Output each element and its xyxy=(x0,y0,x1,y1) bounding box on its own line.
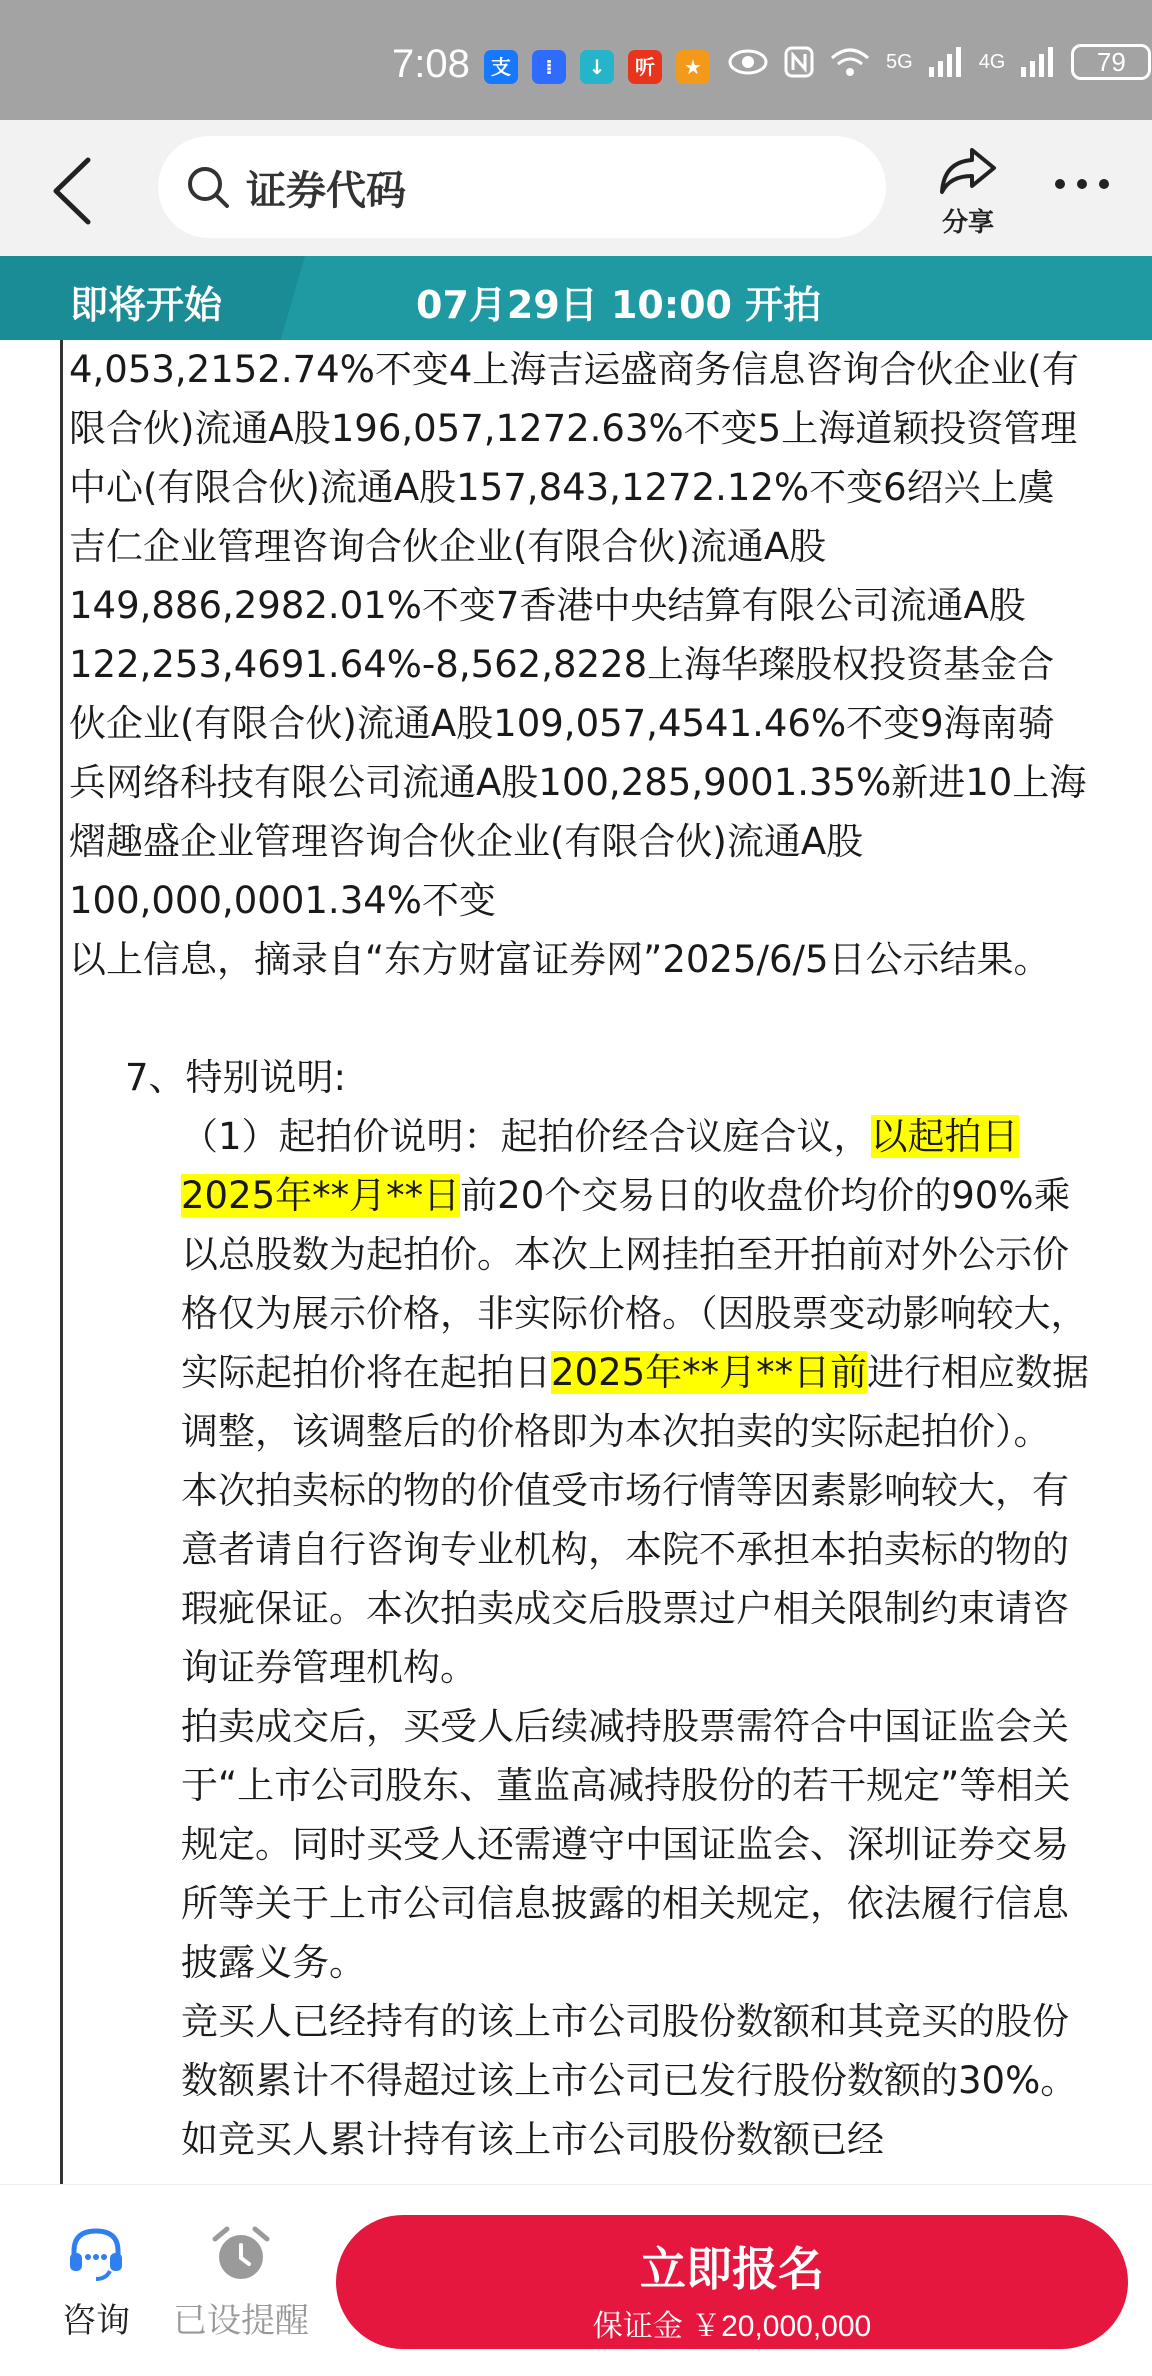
signal-icon xyxy=(929,47,963,77)
highlight-date: 以起拍日2025年**月**日 xyxy=(181,1115,1019,1217)
deposit-amount: 保证金 ￥20,000,000 xyxy=(592,2310,872,2343)
search-placeholder: 证券代码 xyxy=(246,167,406,214)
nfc-icon xyxy=(784,46,814,78)
battery-icon: 79 xyxy=(1071,44,1151,80)
shareholding-limit-paragraph: 竞买人已经持有的该上市公司股份数额和其竞买的股份数额累计不得超过该上市公司已发行股份数额的30%。如竞买人累计持有该上市公司股份数额已经 xyxy=(181,2000,1078,2161)
chevron-left-icon xyxy=(46,156,106,226)
listen-app-icon: 听 xyxy=(628,50,662,84)
search-icon xyxy=(186,165,230,209)
auction-start-time: 07月29日 10:00 开拍 xyxy=(416,283,822,327)
status-app-icons xyxy=(484,50,710,84)
alipay-icon: 支 xyxy=(484,50,518,84)
announcement-content xyxy=(60,340,1090,2184)
signup-label: 立即报名 xyxy=(640,2242,824,2296)
shareholder-text: 4,053,2152.74%不变4上海吉运盛商务信息咨询合伙企业(有限合伙)流通A股196,057,1272.63%不变5上海道颖投资管理中心(有限合伙)流通A股157,843,1272.12%不变6绍兴上虞吉仁企业管理咨询合伙企业(有限合伙)流通A股149,886,2982.01%不变7香港中央结算有限公司流通A股122,253,4691.64%-8,562,8228上海华璨股权投资基金合伙企业(有限合伙)流通A股109,057,4541.46%不变9海南骑兵网络科技有限公司流通A股100,285,9001.35%新进10上海熠趣盛企业管理咨询合伙企业(有限合伙)流通A股100,000,0001.34%不变 xyxy=(69,348,1087,922)
value-risk-paragraph: 本次拍卖标的物的价值受市场行情等因素影响较大，有意者请自行咨询专业机构，本院不承担本拍卖标的物的瑕疵保证。本次拍卖成交后股票过户相关限制约束请咨询证券管理机构。 xyxy=(181,1469,1069,1689)
search-input[interactable] xyxy=(158,136,886,238)
paragraph-spacer xyxy=(69,989,1090,1048)
bottom-action-bar xyxy=(0,2184,1152,2376)
voice-icon: ⁞ xyxy=(532,50,566,84)
share-icon xyxy=(938,146,998,196)
network-5g-label: 5G xyxy=(886,50,913,73)
download-icon: ↓ xyxy=(580,50,614,84)
highlight-date: 2025年**月**日前 xyxy=(551,1351,868,1394)
post-deal-paragraph: 拍卖成交后，买受人后续减持股票需符合中国证监会关于“上市公司股东、董监高减持股份的若干规定”等相关规定。同时买受人还需遵守中国证监会、深圳证券交易所等关于上市公司信息披露的相关规定，依法履行信息披露义务。 xyxy=(181,1705,1071,1984)
consult-button[interactable] xyxy=(54,2225,138,2342)
nav-bar xyxy=(0,120,1152,256)
reminder-button[interactable] xyxy=(166,2225,316,2342)
back-button[interactable] xyxy=(46,156,106,226)
more-button[interactable] xyxy=(1050,164,1114,204)
reminder-label: 已设提醒 xyxy=(173,2301,309,2341)
auction-status-banner xyxy=(0,256,1152,340)
wifi-icon xyxy=(830,46,870,78)
signal-icon xyxy=(1021,47,1055,77)
status-time: 7:08 xyxy=(392,42,470,86)
starting-price-text: （1）起拍价说明：起拍价经合议庭合议， xyxy=(181,1115,871,1158)
starting-price-text: 前20个交易日的收盘价均价的90%乘以总股数为起拍价。本次上网挂拍至开拍前对外公示价格仅为展示价格，非实际价格。（因股票变动影响较大，实际起拍价将在起拍日 xyxy=(181,1174,1088,1394)
consult-label: 咨询 xyxy=(62,2301,130,2341)
auction-status: 即将开始 xyxy=(70,283,223,327)
signup-button[interactable] xyxy=(336,2215,1128,2349)
starting-price-text: 进行相应数据调整，该调整后的价格即为本次拍卖的实际起拍价）。 xyxy=(181,1351,1090,1453)
more-icon xyxy=(1050,164,1114,204)
game-app-icon: ★ xyxy=(676,50,710,84)
status-bar xyxy=(0,0,1152,120)
section-title: 7、特别说明: xyxy=(125,1056,347,1099)
eye-icon xyxy=(728,48,768,76)
headset-icon xyxy=(66,2225,126,2283)
share-button[interactable] xyxy=(932,146,1004,242)
status-indicators xyxy=(728,44,1151,80)
network-4g-label: 4G xyxy=(978,50,1006,73)
starting-price-paragraph xyxy=(69,1107,1090,1461)
alarm-clock-icon xyxy=(211,2225,271,2283)
source-text: 以上信息，摘录自“东方财富证券网”2025/6/5日公示结果。 xyxy=(69,938,1051,981)
share-label: 分享 xyxy=(941,208,994,238)
